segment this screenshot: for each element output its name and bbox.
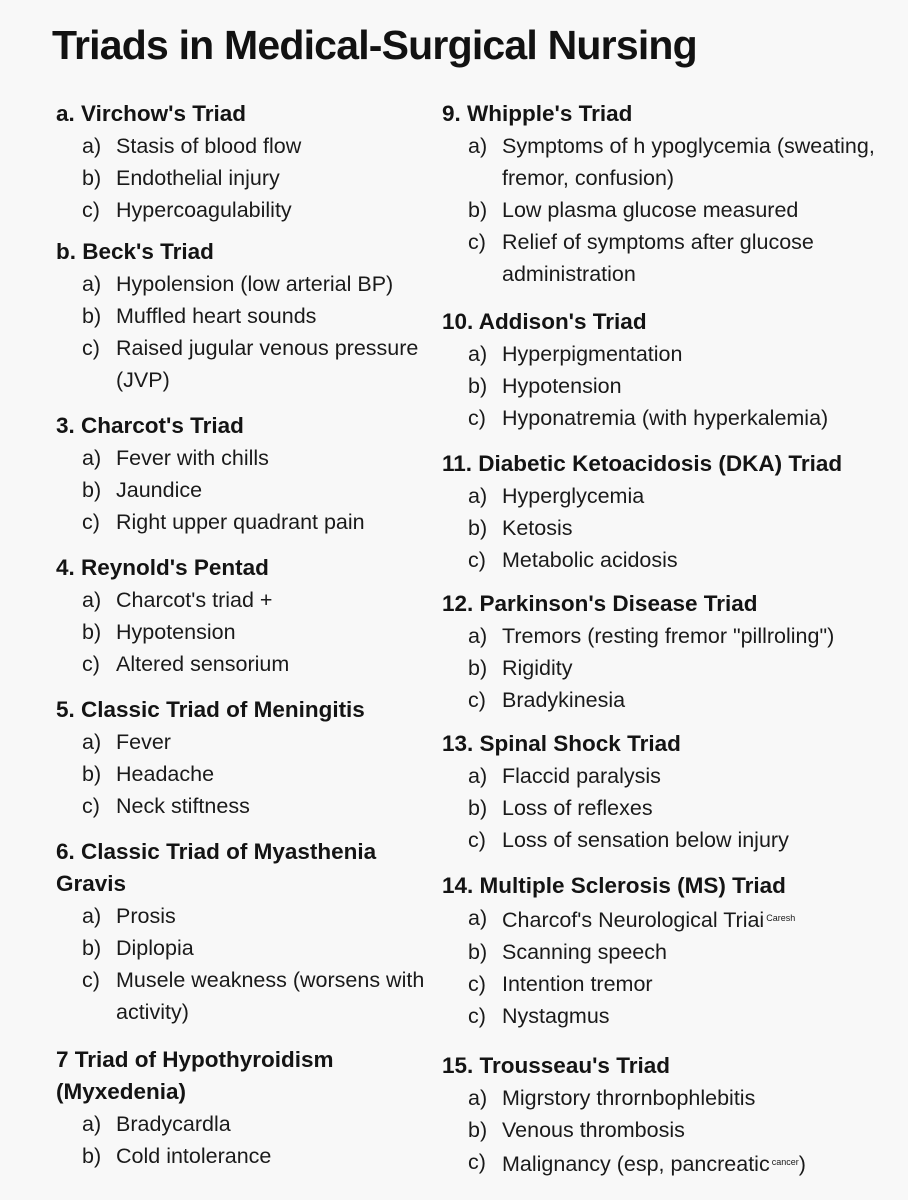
item-marker: b): [82, 936, 102, 960]
item-text-wrap: [116, 616, 436, 648]
list-item: [442, 902, 882, 936]
section-heading: 13. Spinal Shock Triad: [442, 731, 681, 756]
item-text-wrap: [116, 648, 436, 680]
item-text: Hyponatremia (with hyperkalemia): [502, 406, 829, 430]
item-text-wrap: [502, 1082, 882, 1114]
item-marker: a): [82, 588, 102, 612]
list-item: [442, 620, 882, 652]
item-text-wrap: [502, 968, 882, 1000]
item-text: Headache: [116, 762, 215, 786]
item-text-wrap: [116, 932, 436, 964]
item-marker: b): [468, 1118, 488, 1142]
item-text-wrap: [502, 370, 882, 402]
item-text: Relief of symptoms after glucose administration: [502, 230, 814, 286]
item-marker: c): [82, 794, 100, 818]
item-text-wrap: [502, 512, 882, 544]
item-marker: b): [82, 762, 102, 786]
triad-section: [56, 1044, 436, 1172]
item-text: Endothelial injury: [116, 166, 280, 190]
item-marker: c): [468, 1150, 486, 1174]
left-column: [56, 98, 436, 1172]
item-marker: a): [82, 904, 102, 928]
list-item: [56, 268, 436, 300]
item-small-note: cancer: [771, 1157, 799, 1167]
item-marker: a): [82, 1112, 102, 1136]
item-marker: b): [468, 198, 488, 222]
list-item: [56, 474, 436, 506]
page-title: Triads in Medical-Surgical Nursing: [52, 22, 697, 68]
item-marker: b): [468, 374, 488, 398]
section-heading: 11. Diabetic Ketoacidosis (DKA) Triad: [442, 451, 843, 476]
item-text-wrap: [502, 652, 882, 684]
list-item: [56, 300, 436, 332]
triad-section: [56, 236, 436, 396]
item-text-wrap: [502, 1000, 882, 1032]
item-text: Charcot's triad +: [116, 588, 273, 612]
item-marker: b): [468, 796, 488, 820]
item-marker: a): [468, 134, 488, 158]
list-item: [56, 726, 436, 758]
list-item: [442, 1000, 882, 1032]
list-item: [56, 162, 436, 194]
list-item: [56, 1108, 436, 1140]
item-marker: a): [82, 730, 102, 754]
item-text: Symptoms of h ypoglycemia (sweating, fremor, confusion): [502, 134, 875, 190]
item-text-wrap: [116, 332, 436, 396]
item-text: Cold intolerance: [116, 1144, 272, 1168]
section-heading: 14. Multiple Sclerosis (MS) Triad: [442, 873, 786, 898]
item-marker: c): [468, 688, 486, 712]
item-text-wrap: [502, 194, 882, 226]
item-text: Scanning speech: [502, 940, 667, 964]
list-item: [56, 758, 436, 790]
list-item: [442, 338, 882, 370]
item-text-wrap: [116, 790, 436, 822]
section-heading: 10. Addison's Triad: [442, 309, 647, 334]
list-item: [56, 648, 436, 680]
list-item: [442, 370, 882, 402]
item-text-wrap: [116, 1140, 436, 1172]
section-heading: 5. Classic Triad of Meningitis: [56, 697, 365, 722]
item-marker: b): [82, 478, 102, 502]
item-text-wrap: [502, 480, 882, 512]
list-item: [442, 1146, 882, 1180]
list-item: [56, 506, 436, 538]
item-marker: b): [82, 1144, 102, 1168]
item-text: Tremors (resting fremor "pillroling"): [502, 624, 835, 648]
item-text-wrap: [502, 902, 882, 936]
list-item: [442, 936, 882, 968]
item-text-wrap: [116, 584, 436, 616]
triad-section: [442, 1050, 882, 1180]
item-text: Low plasma glucose measured: [502, 198, 799, 222]
item-text: Charcof's Neurological Triai: [502, 908, 765, 932]
item-text: Nystagmus: [502, 1004, 610, 1028]
item-text: Migrstory thrornbophlebitis: [502, 1086, 756, 1110]
item-text-wrap: [116, 506, 436, 538]
triad-section: [442, 448, 882, 576]
item-text: Venous thrombosis: [502, 1118, 685, 1142]
item-text-wrap: [116, 162, 436, 194]
section-heading: a. Virchow's Triad: [56, 101, 247, 126]
item-text: Hypotension: [502, 374, 622, 398]
list-item: [56, 130, 436, 162]
item-marker: c): [82, 198, 100, 222]
section-heading: 7 Triad of Hypothyroidism (Myxedenia): [56, 1047, 334, 1104]
item-text-wrap: [502, 936, 882, 968]
item-text-wrap: [502, 402, 882, 434]
item-text: Musele weakness (worsens with activity): [116, 968, 425, 1024]
list-item: [442, 1082, 882, 1114]
item-text-wrap: [502, 684, 882, 716]
triad-section: [56, 694, 436, 822]
item-marker: b): [468, 940, 488, 964]
section-heading: 12. Parkinson's Disease Triad: [442, 591, 758, 616]
list-item: [442, 194, 882, 226]
item-text-wrap: [116, 194, 436, 226]
item-text: Loss of reflexes: [502, 796, 653, 820]
item-text-suffix: ): [798, 1152, 806, 1176]
item-text: Fever with chills: [116, 446, 269, 470]
triad-section: [56, 836, 436, 1028]
item-marker: a): [82, 272, 102, 296]
list-item: [442, 130, 882, 194]
list-item: [442, 402, 882, 434]
item-text: Jaundice: [116, 478, 203, 502]
item-marker: c): [468, 230, 486, 254]
section-heading: 9. Whipple's Triad: [442, 101, 633, 126]
item-text-wrap: [116, 300, 436, 332]
list-item: [56, 1140, 436, 1172]
list-item: [442, 544, 882, 576]
item-marker: a): [468, 1086, 488, 1110]
item-text-wrap: [116, 726, 436, 758]
item-text-wrap: [502, 130, 882, 194]
list-item: [442, 792, 882, 824]
right-column: [442, 98, 882, 1180]
item-text: Muffled heart sounds: [116, 304, 317, 328]
item-text: Intention tremor: [502, 972, 653, 996]
item-text-wrap: [116, 758, 436, 790]
triad-section: [442, 870, 882, 1032]
item-text-wrap: [502, 620, 882, 652]
item-text-wrap: [502, 544, 882, 576]
item-text: Right upper quadrant pain: [116, 510, 365, 534]
triad-section: [442, 98, 882, 290]
triad-section: [442, 588, 882, 716]
item-marker: c): [468, 406, 486, 430]
item-marker: a): [468, 764, 488, 788]
triad-section: [442, 728, 882, 856]
item-text: Hyperpigmentation: [502, 342, 683, 366]
item-text-wrap: [502, 760, 882, 792]
item-text: Diplopia: [116, 936, 194, 960]
triad-section: [56, 410, 436, 538]
item-text-wrap: [116, 442, 436, 474]
item-text-wrap: [116, 900, 436, 932]
item-text: Rigidity: [502, 656, 573, 680]
item-marker: c): [82, 652, 100, 676]
list-item: [442, 226, 882, 290]
item-text-wrap: [502, 824, 882, 856]
triad-section: [56, 552, 436, 680]
list-item: [442, 684, 882, 716]
item-text: Prosis: [116, 904, 176, 928]
triad-section: [442, 306, 882, 434]
list-item: [442, 652, 882, 684]
item-text: Neck stiftness: [116, 794, 250, 818]
item-marker: c): [468, 548, 486, 572]
list-item: [442, 760, 882, 792]
item-text: Loss of sensation below injury: [502, 828, 789, 852]
list-item: [56, 616, 436, 648]
section-heading: 4. Reynold's Pentad: [56, 555, 269, 580]
item-marker: b): [468, 516, 488, 540]
list-item: [56, 584, 436, 616]
list-item: [56, 790, 436, 822]
item-text: Altered sensorium: [116, 652, 290, 676]
item-text: Hypercoagulability: [116, 198, 292, 222]
item-text-wrap: [502, 226, 882, 290]
item-marker: a): [82, 134, 102, 158]
item-marker: c): [82, 968, 100, 992]
item-marker: c): [82, 510, 100, 534]
item-text-wrap: [116, 474, 436, 506]
item-marker: c): [468, 972, 486, 996]
list-item: [56, 932, 436, 964]
item-marker: b): [82, 166, 102, 190]
item-text: Bradykinesia: [502, 688, 626, 712]
list-item: [56, 332, 436, 396]
section-heading: 15. Trousseau's Triad: [442, 1053, 670, 1078]
item-text: Malignancy (esp, pancreatic: [502, 1152, 770, 1176]
item-text: Fever: [116, 730, 171, 754]
list-item: [442, 480, 882, 512]
item-text: Flaccid paralysis: [502, 764, 661, 788]
item-text: Ketosis: [502, 516, 573, 540]
item-text-wrap: [502, 792, 882, 824]
item-marker: a): [468, 484, 488, 508]
item-text-wrap: [116, 1108, 436, 1140]
item-text-wrap: [502, 1146, 882, 1180]
triad-section: [56, 98, 436, 226]
item-marker: a): [468, 624, 488, 648]
item-marker: c): [468, 828, 486, 852]
list-item: [442, 968, 882, 1000]
item-small-note: Caresh: [766, 913, 796, 923]
item-text-wrap: [116, 130, 436, 162]
item-marker: a): [82, 446, 102, 470]
section-heading: 3. Charcot's Triad: [56, 413, 244, 438]
item-text-wrap: [116, 268, 436, 300]
item-marker: a): [468, 342, 488, 366]
list-item: [56, 442, 436, 474]
item-marker: b): [82, 620, 102, 644]
item-marker: a): [468, 906, 488, 930]
section-heading: 6. Classic Triad of Myasthenia Gravis: [56, 839, 377, 896]
item-text: Raised jugular venous pressure (JVP): [116, 336, 419, 392]
item-text: Metabolic acidosis: [502, 548, 678, 572]
item-marker: b): [82, 304, 102, 328]
list-item: [56, 900, 436, 932]
list-item: [56, 194, 436, 226]
list-item: [56, 964, 436, 1028]
item-text: Hypolension (low arterial BP): [116, 272, 394, 296]
item-text: Bradycardla: [116, 1112, 231, 1136]
item-text-wrap: [502, 338, 882, 370]
list-item: [442, 1114, 882, 1146]
item-marker: b): [468, 656, 488, 680]
item-marker: c): [82, 336, 100, 360]
section-heading: b. Beck's Triad: [56, 239, 214, 264]
item-text-wrap: [116, 964, 436, 1028]
item-text-wrap: [502, 1114, 882, 1146]
list-item: [442, 824, 882, 856]
item-text: Stasis of blood flow: [116, 134, 302, 158]
list-item: [442, 512, 882, 544]
item-marker: c): [468, 1004, 486, 1028]
item-text: Hypotension: [116, 620, 236, 644]
item-text: Hyperglycemia: [502, 484, 645, 508]
